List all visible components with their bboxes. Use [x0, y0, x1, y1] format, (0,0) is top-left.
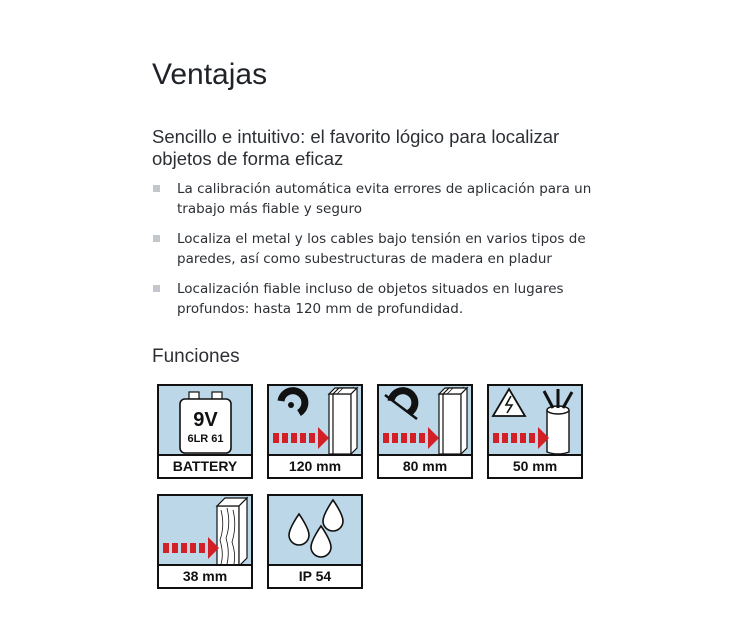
live-wire-depth-icon	[489, 386, 581, 456]
list-item	[152, 179, 612, 219]
subtitle: Sencillo e intuitivo: el favorito lógico para localizar objetos de forma eficaz	[152, 126, 560, 169]
function-caption: 38 mm	[159, 564, 251, 587]
battery-9v-icon	[159, 386, 251, 456]
function-caption: IP 54	[269, 564, 361, 587]
functions-title: Funciones	[152, 346, 240, 367]
bullet-icon	[153, 185, 160, 192]
function-caption: 50 mm	[489, 454, 581, 477]
list-item	[152, 229, 612, 269]
function-tile-non-ferrous	[377, 384, 473, 479]
benefit-text: Localización fiable incluso de objetos situados en lugares profundos: hasta 120 mm de profundidad.	[177, 281, 564, 317]
bullet-icon	[153, 285, 160, 292]
water-drops-icon	[269, 496, 361, 566]
function-tile-live-wire	[487, 384, 583, 479]
battery-voltage-label: 9V	[193, 409, 218, 431]
benefits-list	[152, 179, 612, 329]
ferrous-metal-depth-icon	[269, 386, 361, 456]
function-tile-battery	[157, 384, 253, 479]
function-tile-wood	[157, 494, 253, 589]
page-title: Ventajas	[152, 58, 268, 91]
battery-type-label: 6LR 61	[187, 433, 224, 445]
benefit-text: La calibración automática evita errores de aplicación para un trabajo más fiable y seguro	[177, 181, 592, 217]
list-item	[152, 279, 612, 319]
function-caption: BATTERY	[159, 454, 251, 477]
function-caption: 80 mm	[379, 454, 471, 477]
function-caption: 120 mm	[269, 454, 361, 477]
function-tile-metal	[267, 384, 363, 479]
non-ferrous-metal-depth-icon	[379, 386, 471, 456]
wood-depth-icon	[159, 496, 251, 566]
function-tile-ip54	[267, 494, 363, 589]
benefit-text: Localiza el metal y los cables bajo tensión en varios tipos de paredes, así como subestructuras de madera en pladur	[177, 231, 586, 267]
functions-grid	[157, 384, 597, 596]
bullet-icon	[153, 235, 160, 242]
